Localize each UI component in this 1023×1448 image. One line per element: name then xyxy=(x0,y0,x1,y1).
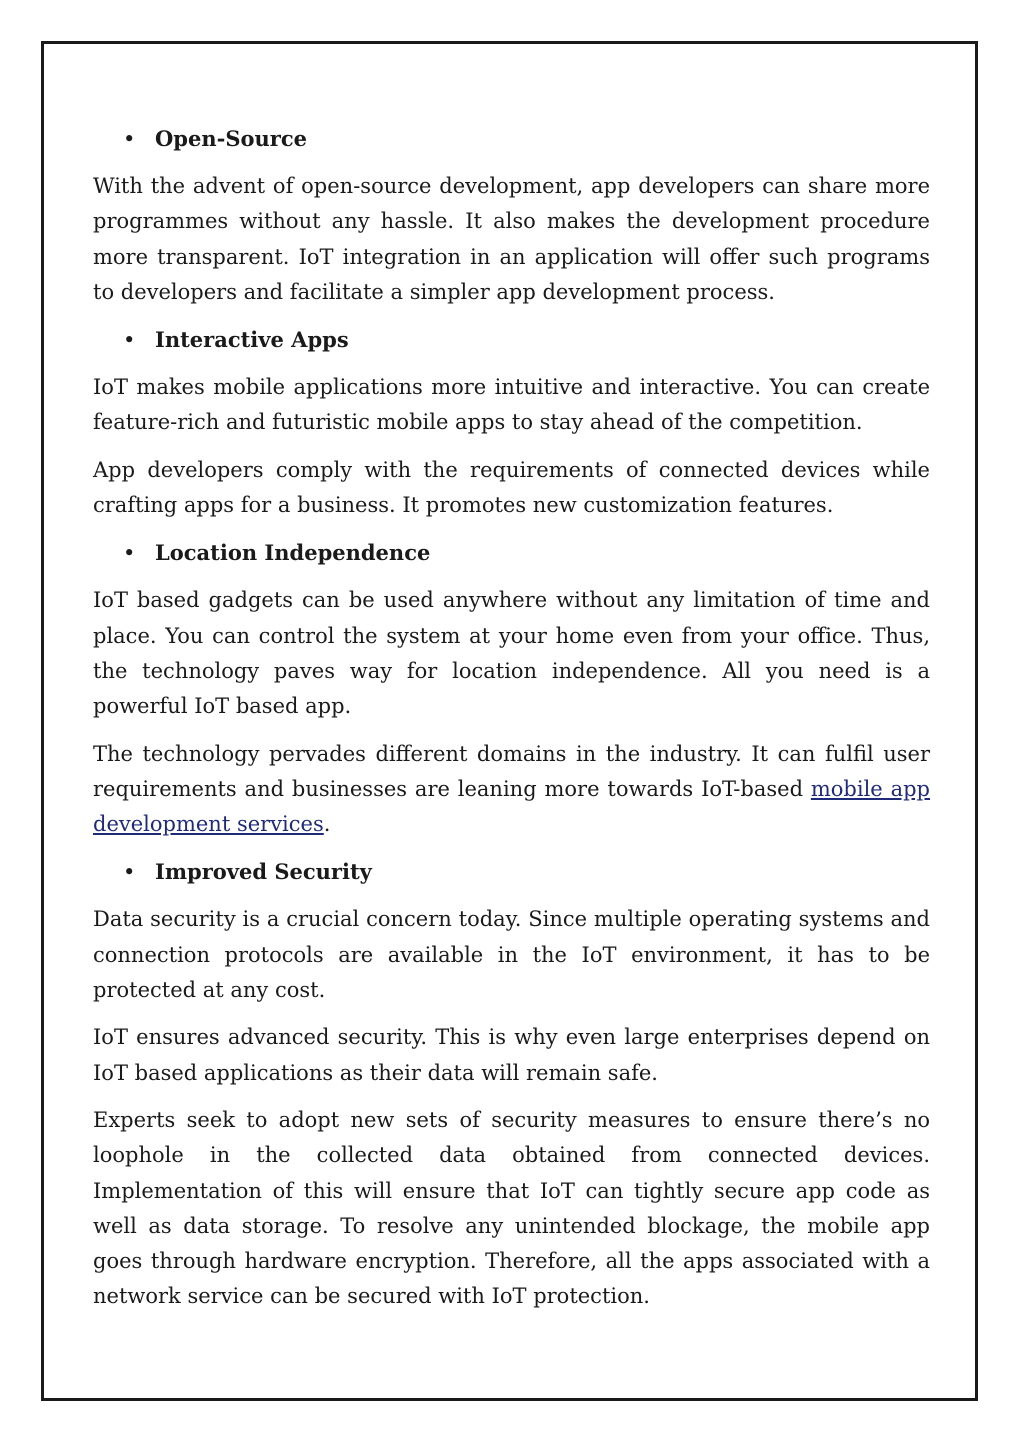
paragraph: Data security is a crucial concern today. Since multiple operating systems and connection protocols are available in the IoT environment, it has to be protected at any cost. xyxy=(93,907,930,1003)
bullet-icon: • xyxy=(123,860,136,885)
document-body xyxy=(93,121,930,1327)
heading-text: Improved Security xyxy=(155,859,372,885)
heading-text: Open-Source xyxy=(155,126,307,151)
section-heading-improved-security xyxy=(93,854,930,890)
paragraph-text: The technology pervades different domains in the industry. It can fulfil user requirements and businesses are leaning more towards IoT-based xyxy=(93,741,930,801)
heading-text: Interactive Apps xyxy=(155,327,349,353)
paragraph-with-link xyxy=(93,737,930,843)
paragraph-text: . xyxy=(323,812,331,837)
heading-text: Location Independence xyxy=(155,540,431,566)
paragraph: IoT based gadgets can be used anywhere without any limitation of time and place. You can control the system at your home even from your office. Thus, the technology paves way for location independence. All you need is a powerful IoT based app. xyxy=(93,588,930,719)
mobile-app-development-services-link[interactable]: mobile app development services xyxy=(93,776,930,837)
bullet-icon: • xyxy=(123,541,136,566)
paragraph: IoT makes mobile applications more intuitive and interactive. You can create feature-rich and futuristic mobile apps to stay ahead of the competition. xyxy=(93,375,930,435)
section-heading-location-independence xyxy=(93,535,930,571)
paragraph: Experts seek to adopt new sets of security measures to ensure there’s no loophole in the collected data obtained from connected devices. Implementation of this will ensure that IoT can tightly secure app code as well as data storage. To resolve any unintended blockage, the mobile app goes through hardware encryption. Therefore, all the apps associated with a network service can be secured with IoT protection. xyxy=(93,1107,930,1309)
section-heading-open-source xyxy=(93,121,930,157)
bullet-icon: • xyxy=(123,328,136,353)
paragraph: IoT ensures advanced security. This is why even large enterprises depend on IoT based applications as their data will remain safe. xyxy=(93,1025,930,1085)
bullet-icon: • xyxy=(123,127,136,151)
paragraph: App developers comply with the requirements of connected devices while crafting apps for a business. It promotes new customization features. xyxy=(93,457,930,518)
section-heading-interactive-apps xyxy=(93,322,930,358)
paragraph: With the advent of open-source development, app developers can share more programmes without any hassle. It also makes the development procedure more transparent. IoT integration in an application will offer such programs to developers and facilitate a simpler app development process. xyxy=(93,174,930,304)
